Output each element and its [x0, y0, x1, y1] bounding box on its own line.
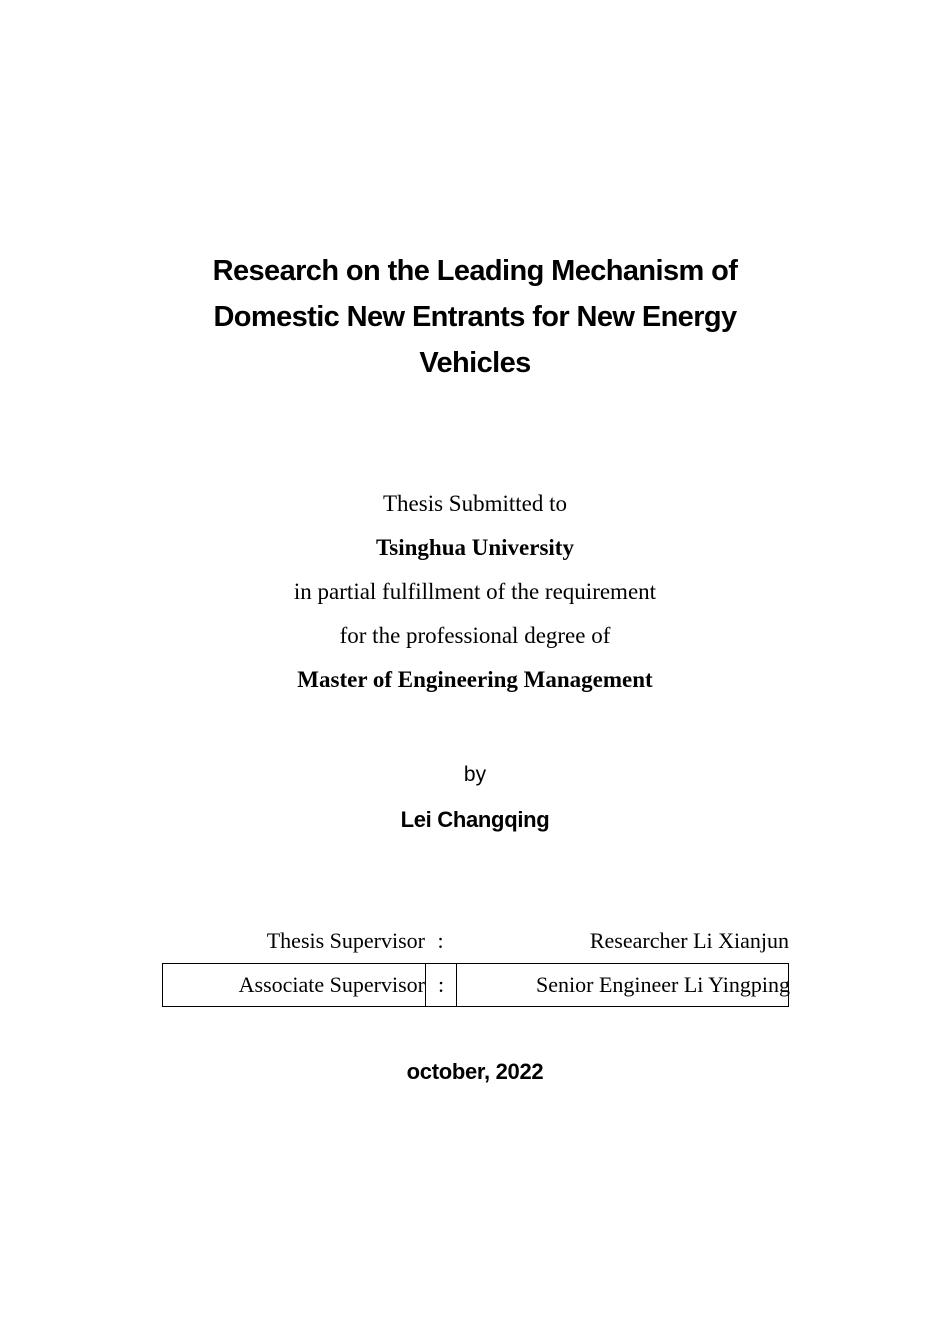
- author-name: Lei Changqing: [400, 807, 550, 832]
- thesis-title: [150, 248, 800, 386]
- submission-date: october, 2022: [406, 1059, 544, 1084]
- thesis-title-line-2: Domestic New Entrants for New Energy: [213, 301, 737, 333]
- degree-intro-text: for the professional degree of: [339, 623, 611, 648]
- supervisor-table: [162, 919, 789, 1007]
- associate-supervisor-name: Senior Engineer Li Yingping: [536, 972, 790, 997]
- supervisor-label: Thesis Supervisor: [266, 928, 425, 953]
- fulfillment-text: in partial fulfillment of the requirement: [293, 579, 657, 604]
- associate-supervisor-row: [162, 963, 789, 1007]
- university-name: Tsinghua University: [376, 535, 574, 560]
- thesis-title-line-1: Research on the Leading Mechanism of: [212, 255, 738, 287]
- submitted-to-text: Thesis Submitted to: [383, 491, 567, 516]
- degree-name: Master of Engineering Management: [297, 667, 653, 692]
- supervisor-name: Researcher Li Xianjun: [589, 928, 789, 953]
- submission-statement: [150, 482, 800, 702]
- associate-supervisor-colon: :: [426, 964, 457, 1006]
- supervisor-row: [162, 919, 789, 963]
- supervisor-colon: :: [437, 928, 444, 953]
- by-label: by: [463, 763, 487, 786]
- associate-supervisor-label: Associate Supervisor: [163, 964, 426, 1006]
- thesis-title-line-3: Vehicles: [419, 347, 531, 379]
